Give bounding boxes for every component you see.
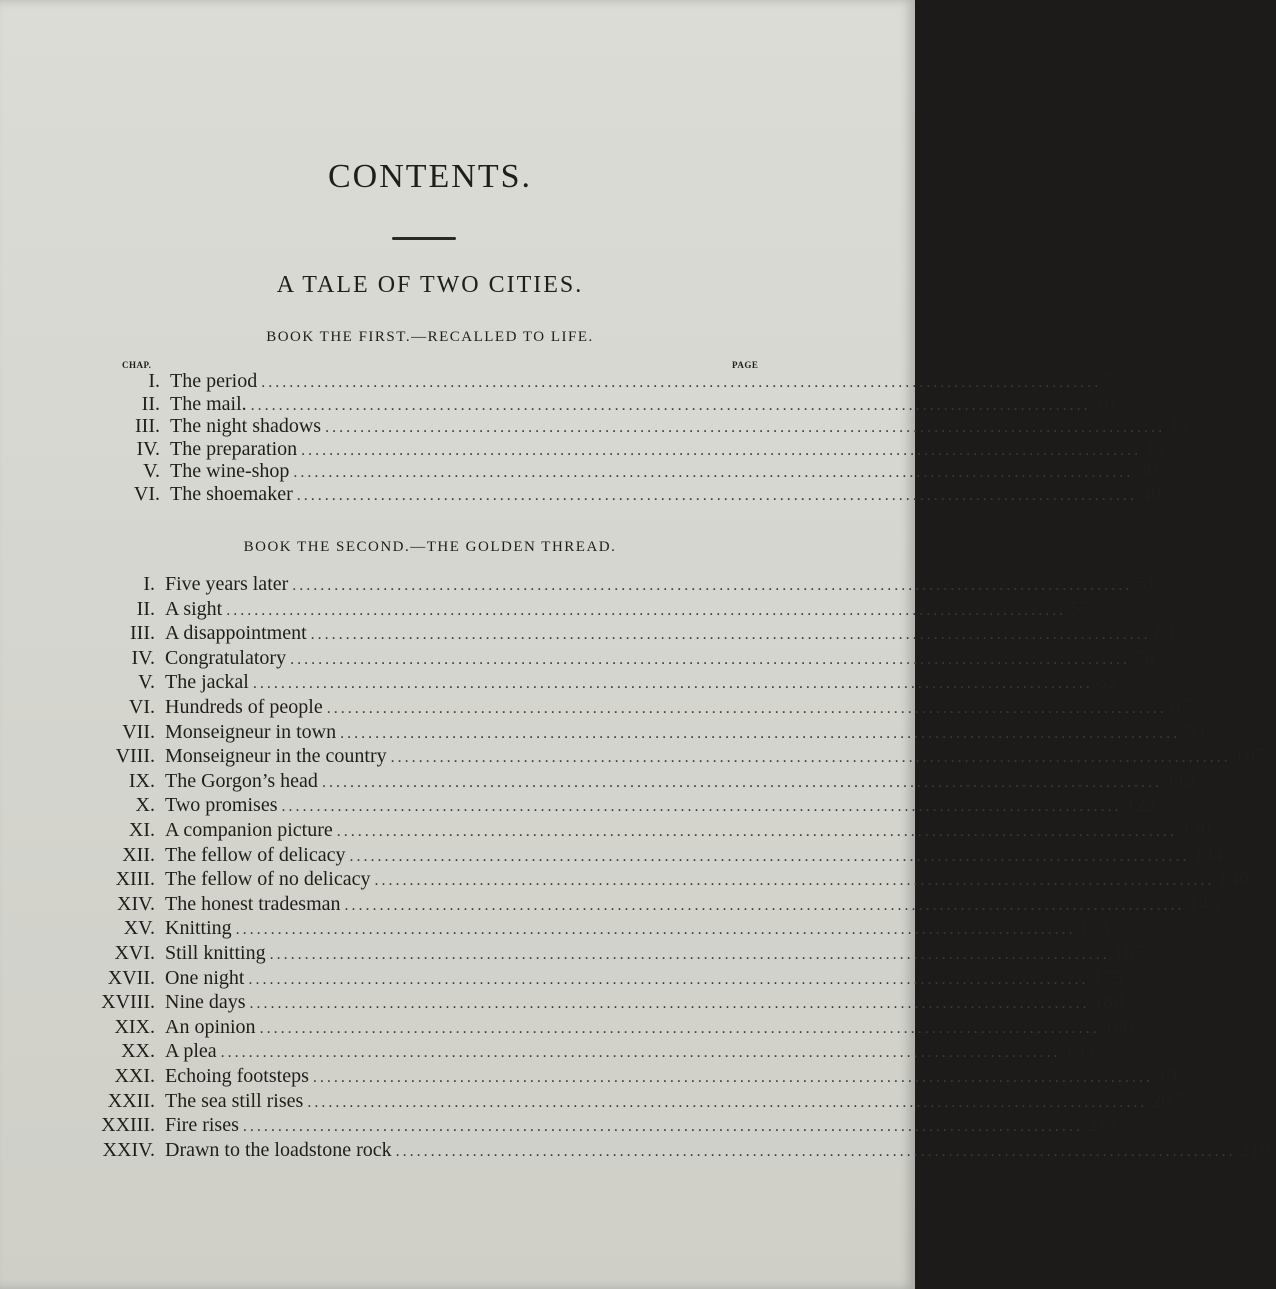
chapter-number: XVI. <box>114 942 155 964</box>
page-number: 219 <box>1239 1138 1270 1161</box>
chapter-number: IX. <box>128 769 155 792</box>
book-two-heading: BOOK THE SECOND.—THE GOLDEN THREAD. <box>243 539 617 555</box>
dot-leader: ........................................................................................................................ <box>312 1069 1153 1086</box>
toc-row <box>0 1015 1134 1041</box>
chapter-number: II. <box>141 392 160 415</box>
dot-leader: ........................................................................................................................ <box>336 823 1177 840</box>
chapter-title: The night shadows <box>170 415 322 438</box>
chapter-number: IV. <box>131 646 155 669</box>
toc-row <box>0 867 1249 893</box>
chapter-number: XXI. <box>114 1065 155 1087</box>
dot-leader: ........................................................................................................................ <box>235 921 1076 939</box>
toc-row <box>0 1138 1270 1164</box>
toc-row <box>0 695 1191 721</box>
dot-leader: ........................................................................................................................ <box>261 374 1102 391</box>
chapter-title: The shoemaker <box>170 483 293 505</box>
ornamental-rule <box>392 237 456 240</box>
chapter-number: XVII. <box>107 966 155 989</box>
page-number: 207 <box>1151 1089 1182 1112</box>
page-number: 30 <box>1137 460 1158 483</box>
page-number: 145 <box>1188 892 1219 915</box>
dot-leader: ........................................................................................................................ <box>307 1093 1148 1111</box>
chapter-number: II. <box>136 597 155 620</box>
dot-leader: ........................................................................................................................ <box>293 464 1134 482</box>
dot-leader: ........................................................................................................................ <box>325 419 1166 437</box>
chapter-title: A disappointment <box>165 622 307 645</box>
chapter-number: IV. <box>136 437 160 460</box>
chapter-title: One night <box>165 966 245 989</box>
dot-leader: ........................................................................................................................ <box>344 896 1185 914</box>
toc-row <box>0 572 1157 598</box>
chapter-title: The preparation <box>170 437 298 460</box>
chapter-number: XIV. <box>117 892 155 915</box>
chapter-title: The Gorgon’s head <box>165 769 318 792</box>
page-number: 107 <box>1234 745 1265 768</box>
chapter-number: XXII. <box>107 1089 155 1112</box>
toc-row <box>0 892 1219 918</box>
dot-leader: ........................................................................................................................ <box>250 396 1091 414</box>
chapter-title: Nine days <box>165 991 246 1014</box>
chapter-number: XX. <box>121 1040 155 1063</box>
dot-leader: ........................................................................................................................ <box>301 441 1142 459</box>
dot-leader: ........................................................................................................................ <box>242 1118 1083 1136</box>
dot-leader: ........................................................................................................................ <box>226 601 1067 619</box>
dot-leader: ........................................................................................................................ <box>269 946 1110 963</box>
page-number: 76 <box>1134 646 1155 669</box>
chapter-number: XII. <box>122 843 155 866</box>
toc-row <box>0 793 1156 819</box>
chapter-number: XXIV. <box>102 1138 155 1161</box>
page-number: 165 <box>1113 942 1144 964</box>
toc-row <box>0 966 1123 992</box>
chapter-title: Fire rises <box>165 1114 239 1137</box>
toc-row <box>0 843 1224 869</box>
page-number: 197 <box>1156 1065 1187 1087</box>
toc-row <box>0 990 1124 1016</box>
chapter-number: VIII. <box>115 745 155 768</box>
chapter-title: Still knitting <box>165 942 266 964</box>
page-number: 212 <box>1086 1114 1117 1137</box>
chapter-number: XIX. <box>114 1015 155 1038</box>
page-number: 122 <box>1125 794 1156 817</box>
chapter-title: The mail. <box>170 392 247 415</box>
chapter-number: XI. <box>128 819 155 841</box>
page-number: 57 <box>1070 597 1091 620</box>
toc-row <box>0 769 1196 795</box>
toc-row <box>0 1113 1117 1139</box>
work-title: A TALE OF TWO CITIES. <box>276 272 584 298</box>
toc-row <box>0 646 1155 672</box>
dot-leader: ........................................................................................................................ <box>340 724 1181 742</box>
page-number: 155 <box>1079 917 1110 940</box>
chapter-number: VII. <box>122 720 155 743</box>
toc-row <box>0 482 1161 508</box>
page-number: 82 <box>1096 671 1117 694</box>
chap-column-label: CHAP. <box>122 360 152 370</box>
dot-leader: ........................................................................................................................ <box>349 847 1190 865</box>
page-number: 180 <box>1093 991 1124 1014</box>
chapter-title: Drawn to the loadstone rock <box>165 1138 392 1161</box>
dot-leader: ........................................................................................................................ <box>326 700 1167 717</box>
chapter-number: VI. <box>133 483 160 505</box>
chapter-number: XXIII. <box>101 1114 155 1137</box>
chapter-title: The fellow of no delicacy <box>165 868 371 891</box>
toc-row <box>0 1039 1095 1065</box>
dot-leader: ........................................................................................................................ <box>220 1044 1061 1062</box>
dot-leader: ........................................................................................................................ <box>321 773 1162 791</box>
chapter-number: XV. <box>123 917 155 940</box>
chapter-title: The jackal <box>165 671 249 694</box>
chapter-title: Monseigneur in the country <box>165 745 387 768</box>
chapter-title: Five years later <box>165 573 289 595</box>
dot-leader: ........................................................................................................................ <box>292 577 1133 594</box>
dot-leader: ........................................................................................................................ <box>259 1019 1100 1037</box>
chapter-title: A plea <box>165 1040 217 1063</box>
page-number: 112 <box>1165 769 1196 792</box>
page-number: 51 <box>1136 573 1157 595</box>
page-number: 193 <box>1064 1040 1095 1063</box>
page-number: 10 <box>1094 392 1115 415</box>
page-number: 63 <box>1154 622 1175 645</box>
toc-row <box>0 621 1175 647</box>
chapter-title: The wine-shop <box>170 460 290 483</box>
page-number: 130 <box>1180 819 1211 841</box>
page-number: 99 <box>1184 720 1205 743</box>
dot-leader: ........................................................................................................................ <box>390 749 1231 767</box>
page-number: 140 <box>1218 868 1249 891</box>
toc-row <box>0 1064 1187 1090</box>
toc-row <box>0 744 1265 770</box>
chapter-title: Echoing footsteps <box>165 1065 309 1087</box>
dot-leader: ........................................................................................................................ <box>248 970 1089 988</box>
chapter-title: Two promises <box>165 794 278 817</box>
dot-leader: ........................................................................................................................ <box>252 675 1093 693</box>
chapter-number: I. <box>143 573 155 595</box>
chapter-title: The fellow of delicacy <box>165 843 346 866</box>
toc-row <box>0 941 1144 967</box>
chapter-number: X. <box>135 794 155 817</box>
chapter-title: Knitting <box>165 917 232 940</box>
chapter-number: III. <box>130 622 155 645</box>
chapter-number: III. <box>135 415 160 438</box>
chapter-number: VI. <box>128 696 155 718</box>
toc-row <box>0 720 1205 746</box>
chapter-title: Congratulatory <box>165 646 287 669</box>
chapter-number: V. <box>143 460 160 483</box>
page-number: 15 <box>1169 415 1190 438</box>
chapter-number: V. <box>138 671 155 694</box>
chapter-number: XIII. <box>115 868 155 891</box>
chapter-title: An opinion <box>165 1015 256 1038</box>
chapter-title: A companion picture <box>165 819 333 841</box>
chapter-title: A sight <box>165 597 223 620</box>
chapter-title: The honest tradesman <box>165 892 341 915</box>
chapter-title: The sea still rises <box>165 1089 304 1112</box>
page-number: 175 <box>1092 966 1123 989</box>
dot-leader: ........................................................................................................................ <box>310 626 1151 644</box>
chapter-title: The period <box>170 370 258 392</box>
chapter-title: Monseigneur in town <box>165 720 337 743</box>
toc-row <box>0 916 1110 942</box>
dot-leader: ........................................................................................................................ <box>395 1142 1236 1160</box>
page-column-label: PAGE <box>732 360 759 370</box>
dot-leader: ........................................................................................................................ <box>290 650 1131 668</box>
page-title: CONTENTS. <box>327 158 533 195</box>
dot-leader: ........................................................................................................................ <box>249 995 1090 1013</box>
page-number: 40 <box>1140 483 1161 505</box>
page-number: 7 <box>1105 370 1116 392</box>
chapter-number: XVIII. <box>101 991 155 1014</box>
page-number: 87 <box>1170 696 1191 718</box>
book-one-heading: BOOK THE FIRST.—RECALLED TO LIFE. <box>266 329 594 345</box>
toc-row <box>0 1089 1182 1115</box>
dot-leader: ........................................................................................................................ <box>281 798 1122 816</box>
toc-row <box>0 818 1211 844</box>
chapter-number: I. <box>148 370 160 392</box>
toc-row <box>0 670 1117 696</box>
dot-leader: ........................................................................................................................ <box>296 487 1137 504</box>
toc-row <box>0 597 1091 623</box>
dot-leader: ........................................................................................................................ <box>374 872 1215 890</box>
page-number: 134 <box>1193 843 1224 866</box>
page-number: 186 <box>1103 1015 1134 1038</box>
page-number: 19 <box>1145 437 1166 460</box>
chapter-title: Hundreds of people <box>165 696 323 718</box>
